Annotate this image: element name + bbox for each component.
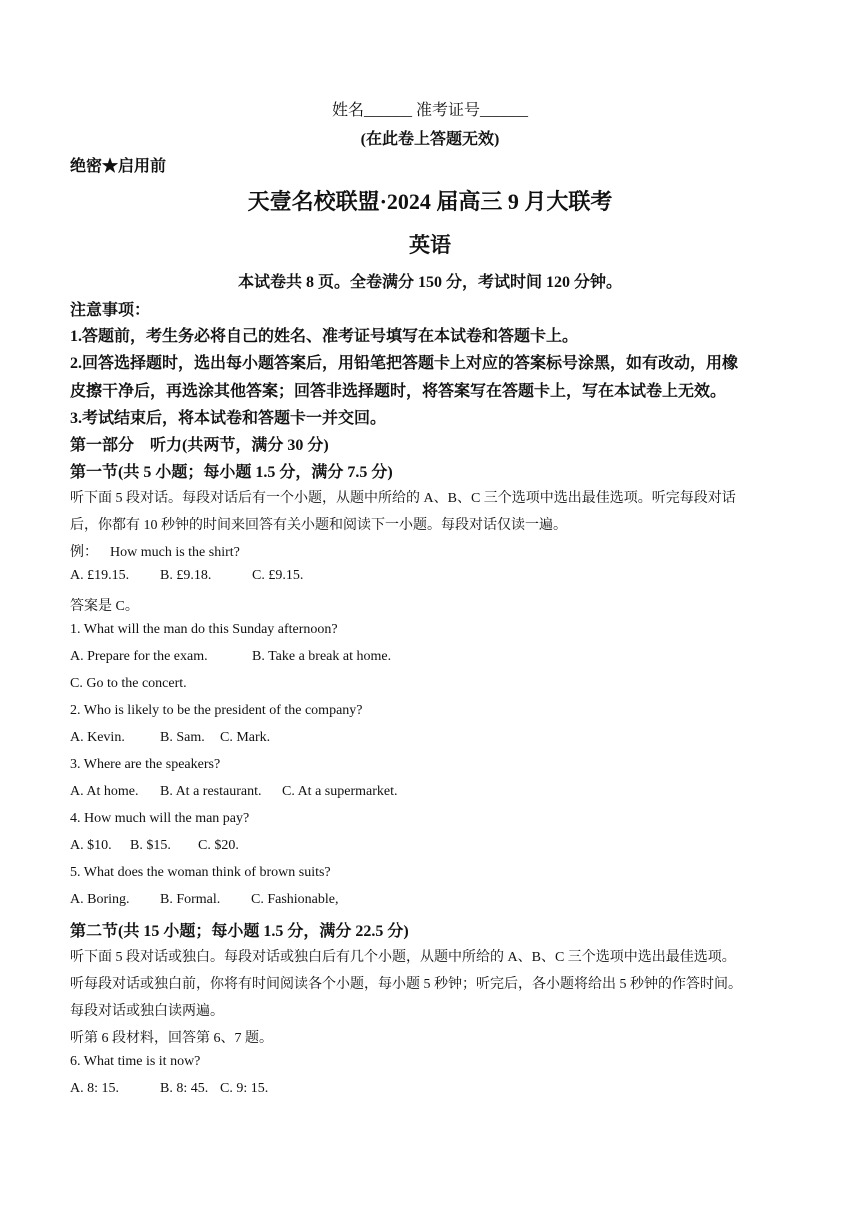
option-a: A. 8: 15. bbox=[70, 1081, 119, 1096]
option-a: A. Prepare for the exam. bbox=[70, 649, 208, 664]
option-b: B. Sam. bbox=[160, 730, 205, 745]
example-question-text: How much is the shirt? bbox=[110, 545, 240, 560]
name-id-line: 姓名______ 准考证号______ bbox=[331, 102, 528, 119]
section2-instructions-line-3: 每段对话或独白读两遍。 bbox=[70, 1004, 224, 1019]
question-3: 3. Where are the speakers? bbox=[70, 757, 221, 772]
question-6: 6. What time is it now? bbox=[70, 1054, 201, 1069]
example-answer: 答案是 C。 bbox=[70, 599, 139, 614]
question-5: 5. What does the woman think of brown suits? bbox=[70, 865, 331, 880]
note-item-2-line-2: 皮擦干净后，再选涂其他答案；回答非选择题时，将答案写在答题卡上，写在本试卷上无效。 bbox=[70, 383, 727, 400]
option-b: B. Take a break at home. bbox=[252, 649, 392, 664]
part1-heading: 第一部分 听力(共两节，满分 30 分) bbox=[70, 437, 329, 454]
section2-instructions-line-2: 听每段对话或独白前，你将有时间阅读各个小题，每小题 5 秒钟；听完后，各小题将给出 5 秒钟的作答时间。 bbox=[70, 977, 742, 992]
section1-instructions-line-2: 后，你都有 10 秒钟的时间来回答有关小题和阅读下一小题。每段对话仅读一遍。 bbox=[70, 518, 567, 533]
question-2-options bbox=[70, 730, 270, 746]
notes-heading: 注意事项： bbox=[70, 302, 151, 319]
note-item-3: 3.考试结束后，将本试卷和答题卡一并交回。 bbox=[70, 410, 387, 427]
note-item-2-line-1: 2.回答选择题时，选出每小题答案后，用铅笔把答题卡上对应的答案标号涂黑，如有改动，用橡 bbox=[70, 355, 739, 372]
question-6-options bbox=[70, 1081, 268, 1097]
option-c: C. Fashionable, bbox=[251, 892, 339, 907]
option-c: C. Mark. bbox=[220, 730, 271, 745]
example-label: 例： bbox=[70, 545, 98, 560]
example-question bbox=[70, 541, 240, 561]
question-3-options bbox=[70, 784, 397, 800]
section2-instructions-line-1: 听下面 5 段对话或独白。每段对话或独白后有几个小题，从题中所给的 A、B、C 三个选项中选出最佳选项。 bbox=[70, 950, 736, 965]
section1-heading: 第一节(共 5 小题；每小题 1.5 分，满分 7.5 分) bbox=[70, 464, 393, 481]
invalid-note: (在此卷上答题无效) bbox=[360, 131, 500, 148]
option-a: A. £19.15. bbox=[70, 568, 130, 583]
option-c: C. $20. bbox=[198, 838, 239, 853]
material-6-note: 听第 6 段材料，回答第 6、7 题。 bbox=[70, 1031, 273, 1046]
option-a: A. At home. bbox=[70, 784, 139, 799]
option-c: C. At a supermarket. bbox=[282, 784, 398, 799]
secret-label: 绝密★启用前 bbox=[70, 158, 167, 175]
exam-title: 天壹名校联盟·2024 届高三 9 月大联考 bbox=[247, 189, 613, 214]
option-a: A. $10. bbox=[70, 838, 112, 853]
question-1-options bbox=[70, 649, 391, 665]
option-c: C. £9.15. bbox=[252, 568, 304, 583]
question-1-option-c: C. Go to the concert. bbox=[70, 676, 187, 691]
question-1: 1. What will the man do this Sunday afternoon? bbox=[70, 622, 338, 637]
question-4-options bbox=[70, 838, 239, 854]
option-b: B. 8: 45. bbox=[160, 1081, 209, 1096]
note-item-1: 1.答题前，考生务必将自己的姓名、准考证号填写在本试卷和答题卡上。 bbox=[70, 328, 579, 345]
option-b: B. $15. bbox=[130, 838, 171, 853]
option-c: C. 9: 15. bbox=[220, 1081, 269, 1096]
option-b: B. At a restaurant. bbox=[160, 784, 262, 799]
option-b: B. Formal. bbox=[160, 892, 221, 907]
option-b: B. £9.18. bbox=[160, 568, 212, 583]
subject-title: 英语 bbox=[409, 233, 451, 257]
example-options bbox=[70, 568, 303, 584]
exam-info: 本试卷共 8 页。全卷满分 150 分，考试时间 120 分钟。 bbox=[237, 274, 622, 291]
question-5-options bbox=[70, 892, 339, 908]
section1-instructions-line-1: 听下面 5 段对话。每段对话后有一个小题，从题中所给的 A、B、C 三个选项中选出最佳选项。听完每段对话 bbox=[70, 491, 736, 506]
question-2: 2. Who is likely to be the president of the company? bbox=[70, 703, 363, 718]
section2-heading: 第二节(共 15 小题；每小题 1.5 分，满分 22.5 分) bbox=[70, 923, 409, 940]
option-a: A. Boring. bbox=[70, 892, 130, 907]
option-a: A. Kevin. bbox=[70, 730, 125, 745]
question-4: 4. How much will the man pay? bbox=[70, 811, 250, 826]
